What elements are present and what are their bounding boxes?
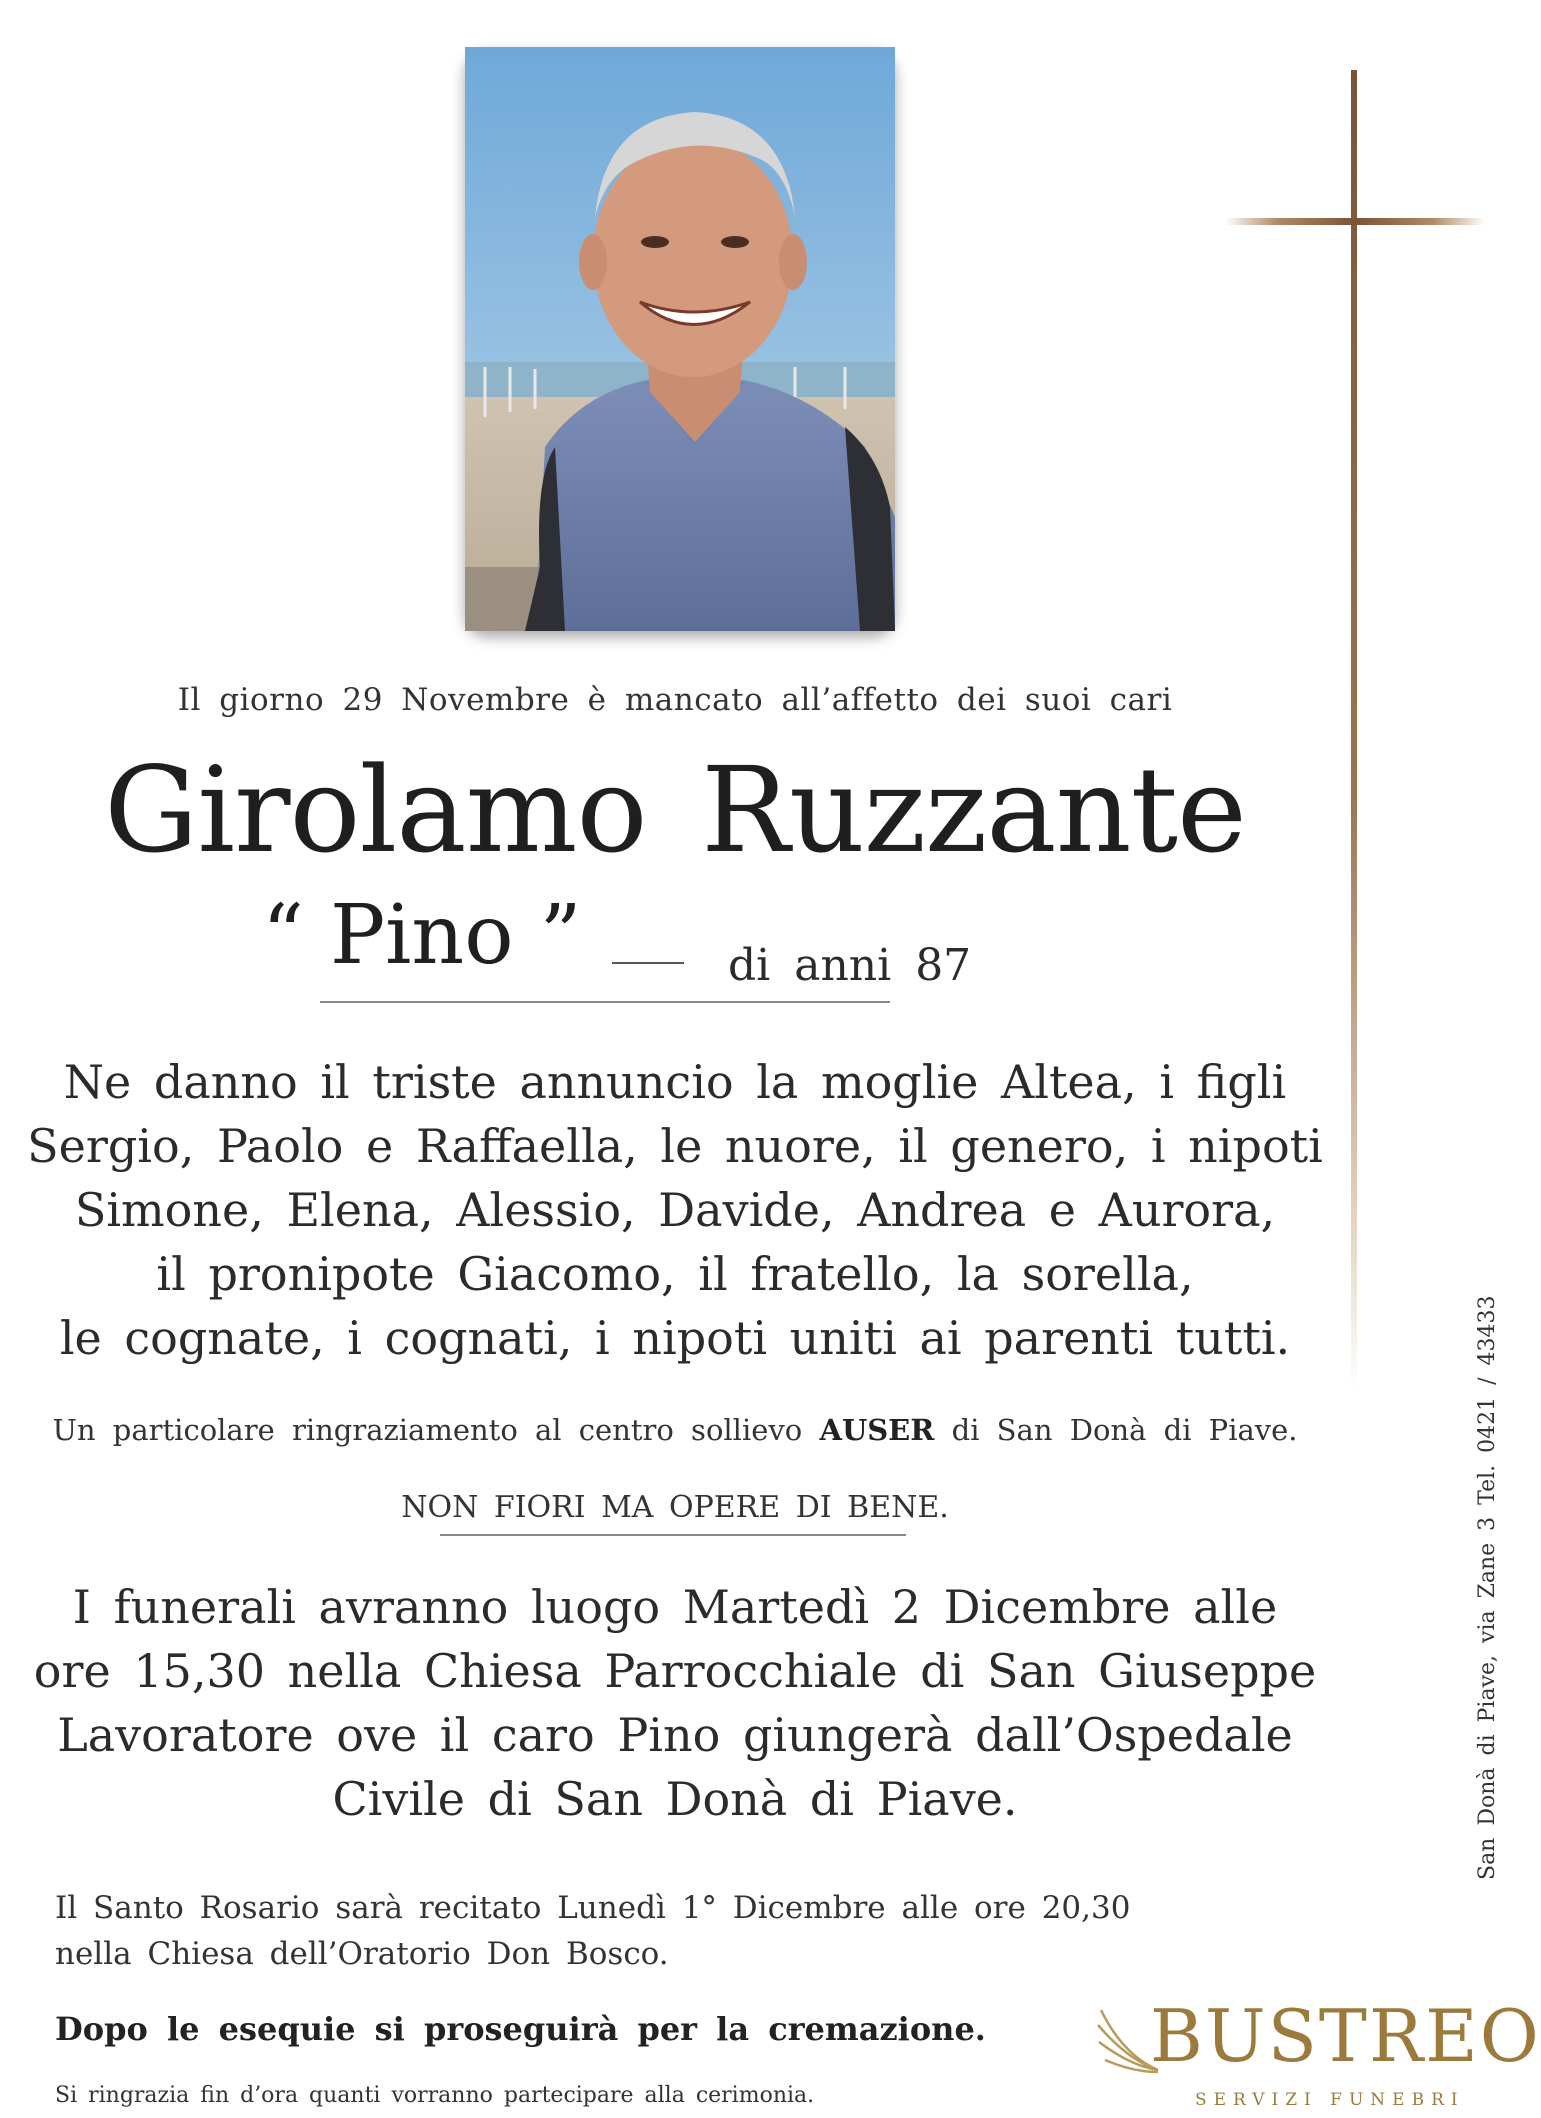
deceased-name: Girolamo Ruzzante xyxy=(104,741,1246,879)
cremation-text: Dopo le esequie si proseguirà per la cremazione. xyxy=(55,2010,986,2048)
announcement-line: le cognate, i cognati, i nipoti uniti ai parenti tutti. xyxy=(59,1311,1291,1365)
rosary-line: nella Chiesa dell’Oratorio Don Bosco. xyxy=(55,1936,669,1972)
final-thanks: Si ringrazia fin d’ora quanti vorranno partecipare alla cerimonia. xyxy=(55,2083,815,2108)
thanks-bold: AUSER xyxy=(819,1413,935,1447)
deceased-photo xyxy=(465,47,895,631)
funeral-line: Lavoratore ove il caro Pino giungerà dall’Ospedale xyxy=(57,1708,1293,1762)
announcement-block xyxy=(0,1050,1350,1370)
divider-line xyxy=(320,1001,890,1003)
divider-line xyxy=(440,1534,906,1536)
rosary-line: Il Santo Rosario sarà recitato Lunedì 1° Dicembre alle ore 20,30 xyxy=(55,1890,1131,1926)
announcement-line: il pronipote Giacomo, il fratello, la sorella, xyxy=(156,1247,1194,1301)
intro-text: Il giorno 29 Novembre è mancato all’affetto dei suoi cari xyxy=(177,682,1173,718)
thanks-text-after: di San Donà di Piave. xyxy=(934,1413,1298,1447)
nickname: “ Pino ” xyxy=(262,888,582,983)
cross-vertical-bar xyxy=(1351,70,1357,1390)
funeral-line: Civile di San Donà di Piave. xyxy=(332,1772,1018,1826)
cross-horizontal-bar xyxy=(1225,218,1485,225)
thanks-text-before: Un particolare ringraziamento al centro sollievo xyxy=(52,1413,820,1447)
funeral-line: I funerali avranno luogo Martedì 2 Dicembre alle xyxy=(72,1580,1278,1634)
vertical-contact: San Donà di Piave, via Zane 3 Tel. 0421 / 43433 xyxy=(1475,1295,1500,1880)
nickname-dash xyxy=(612,962,684,964)
thanks-auser xyxy=(0,1413,1350,1447)
announcement-line: Simone, Elena, Alessio, Davide, Andrea e Aurora, xyxy=(74,1183,1276,1237)
rosary-block xyxy=(55,1885,1130,1977)
age-text: di anni 87 xyxy=(728,940,972,991)
announcement-line: Ne danno il triste annuncio la moglie Altea, i figli xyxy=(63,1055,1287,1109)
brand-logo-text: BUSTREO xyxy=(1150,1994,1541,2078)
announcement-line: Sergio, Paolo e Raffaella, le nuore, il genero, i nipoti xyxy=(27,1119,1323,1173)
no-flowers-text: NON FIORI MA OPERE DI BENE. xyxy=(401,1490,949,1525)
funeral-block xyxy=(0,1575,1350,1831)
brand-subtitle: SERVIZI FUNEBRI xyxy=(1195,2090,1465,2110)
funeral-line: ore 15,30 nella Chiesa Parrocchiale di San Giuseppe xyxy=(33,1644,1317,1698)
portrait-photo-icon xyxy=(465,47,895,631)
